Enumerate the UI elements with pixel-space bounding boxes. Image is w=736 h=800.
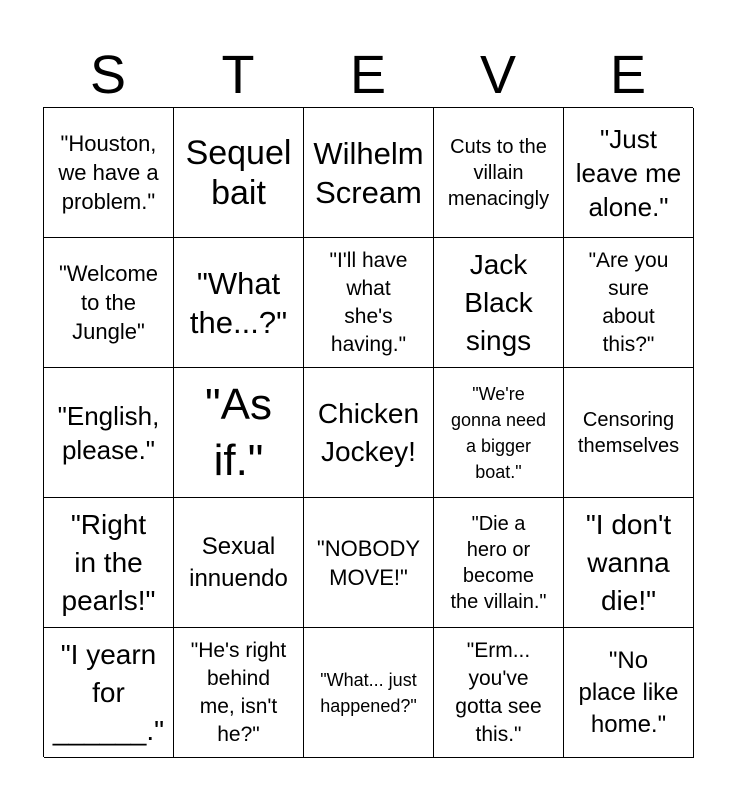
bingo-cell[interactable]	[564, 628, 694, 758]
cell-text: "We're gonna need a bigger boat."	[450, 383, 547, 482]
cell-text: Jack Black sings	[464, 248, 533, 356]
header-letter-s: S	[89, 45, 127, 105]
cell-text: Sequel bait	[185, 133, 292, 212]
cell-text: Chicken Jockey!	[317, 397, 420, 467]
cell-text: "Houston, we have a problem."	[58, 131, 159, 214]
bingo-cell[interactable]	[44, 238, 174, 368]
cell-text: Censoring themselves	[577, 408, 680, 457]
bingo-cell[interactable]	[304, 238, 434, 368]
bingo-cell[interactable]	[174, 108, 304, 238]
cell-text: "As if."	[205, 379, 272, 485]
cell-text: "I yearn for ______."	[52, 638, 165, 746]
header-letter-e2: E	[609, 45, 647, 105]
bingo-cell[interactable]	[44, 108, 174, 238]
cell-text: Sexual innuendo	[189, 532, 288, 592]
bingo-cell[interactable]	[304, 498, 434, 628]
bingo-board	[43, 107, 693, 757]
bingo-cell[interactable]	[174, 628, 304, 758]
bingo-cell[interactable]	[44, 498, 174, 628]
bingo-cell[interactable]	[564, 238, 694, 368]
cell-text: "NOBODY MOVE!"	[316, 535, 421, 590]
bingo-cell[interactable]	[564, 368, 694, 498]
header-letter-t: T	[221, 45, 255, 105]
header-letter-v: V	[479, 45, 517, 105]
cell-text: "What the...?"	[189, 265, 288, 340]
cell-text: "English, please."	[57, 400, 160, 465]
bingo-cell[interactable]	[174, 498, 304, 628]
bingo-cell[interactable]	[44, 368, 174, 498]
bingo-cell[interactable]	[434, 108, 564, 238]
cell-text: "Are you sure about this?"	[588, 248, 669, 356]
cell-text: "Just leave me alone."	[575, 123, 682, 222]
bingo-header	[43, 42, 693, 108]
cell-text: "Erm... you've gotta see this."	[455, 638, 542, 746]
bingo-cell[interactable]	[174, 238, 304, 368]
bingo-cell[interactable]	[434, 238, 564, 368]
cell-text: "He's right behind me, isn't he?"	[190, 638, 287, 746]
bingo-cell[interactable]	[434, 628, 564, 758]
bingo-cell[interactable]	[304, 108, 434, 238]
cell-text: "Right in the pearls!"	[61, 508, 156, 616]
bingo-cell[interactable]	[304, 368, 434, 498]
bingo-cell[interactable]	[564, 498, 694, 628]
header-letter-e: E	[349, 45, 387, 105]
bingo-cell[interactable]	[434, 498, 564, 628]
cell-text: "Welcome to the Jungle"	[58, 261, 159, 344]
cell-text: "I don't wanna die!"	[585, 508, 672, 616]
cell-text: "What... just happened?"	[320, 669, 417, 716]
bingo-cell[interactable]	[44, 628, 174, 758]
cell-text: "No place like home."	[578, 646, 679, 738]
bingo-cell[interactable]	[174, 368, 304, 498]
cell-text: Cuts to the villain menacingly	[447, 135, 550, 210]
bingo-cell[interactable]	[304, 628, 434, 758]
cell-text: "Die a hero or become the villain."	[450, 512, 547, 613]
cell-text: Wilhelm Scream	[313, 135, 424, 210]
cell-text: "I'll have what she's having."	[329, 248, 408, 356]
bingo-cell[interactable]	[434, 368, 564, 498]
bingo-cell[interactable]	[564, 108, 694, 238]
